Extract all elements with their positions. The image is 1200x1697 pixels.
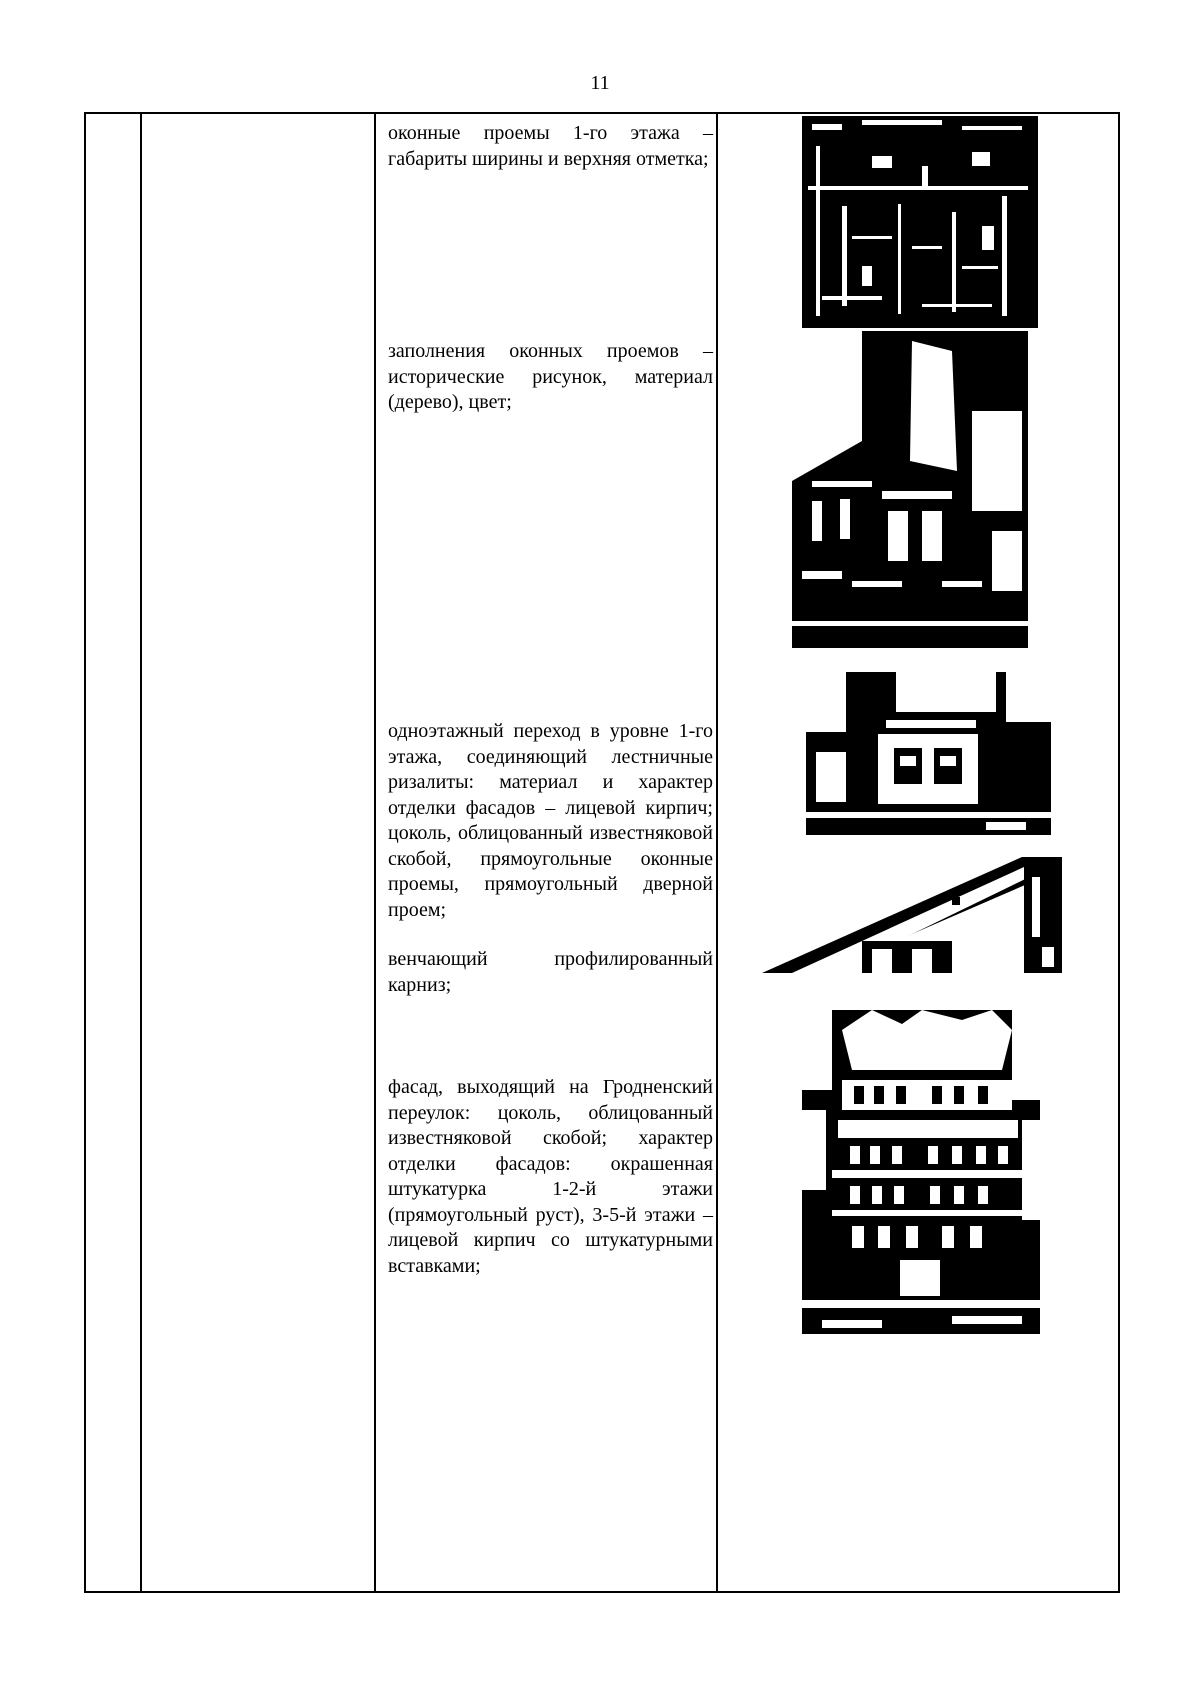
table-frame <box>84 112 1120 1593</box>
column-divider <box>716 114 718 1591</box>
row-4-text: фасад, выходящий на Гродненский переулок: цоколь, облицованный известняковой скобой; характер отделки фасадов: окрашенная штукатурка 1-2-й этажи (прямоугольный руст), 3-5-й этажи – лицевой кирпич со штукатурными вставками; <box>388 1076 713 1277</box>
column-divider <box>140 114 142 1591</box>
photo-window-fillings-image <box>792 331 1028 648</box>
photo-facade-grodnensky-lane-image <box>802 1010 1040 1334</box>
row-1-text: оконные проемы 1-го этажа – габариты ширины и верхняя отметка; <box>388 122 713 170</box>
row-3-text-cornice: венчающий профилированный карниз; <box>388 948 713 996</box>
page-number: 11 <box>590 72 610 94</box>
column-divider <box>374 114 376 1591</box>
row-2-text: заполнения оконных проемов – исторические рисунок, материал (дерево), цвет; <box>388 340 713 413</box>
photo-ground-floor-windows-image <box>802 116 1038 328</box>
photo-passage-image <box>806 672 1051 835</box>
row-3-text: одноэтажный переход в уровне 1-го этажа, соединяющий лестничные ризалиты: материал и характер отделки фасадов – лицевой кирпич; цоколь, облицованный известняковой скобой, прямоугольные оконные проемы, прямоугольный дверной проем; <box>388 720 713 921</box>
photo-cornice-image <box>762 857 1062 973</box>
